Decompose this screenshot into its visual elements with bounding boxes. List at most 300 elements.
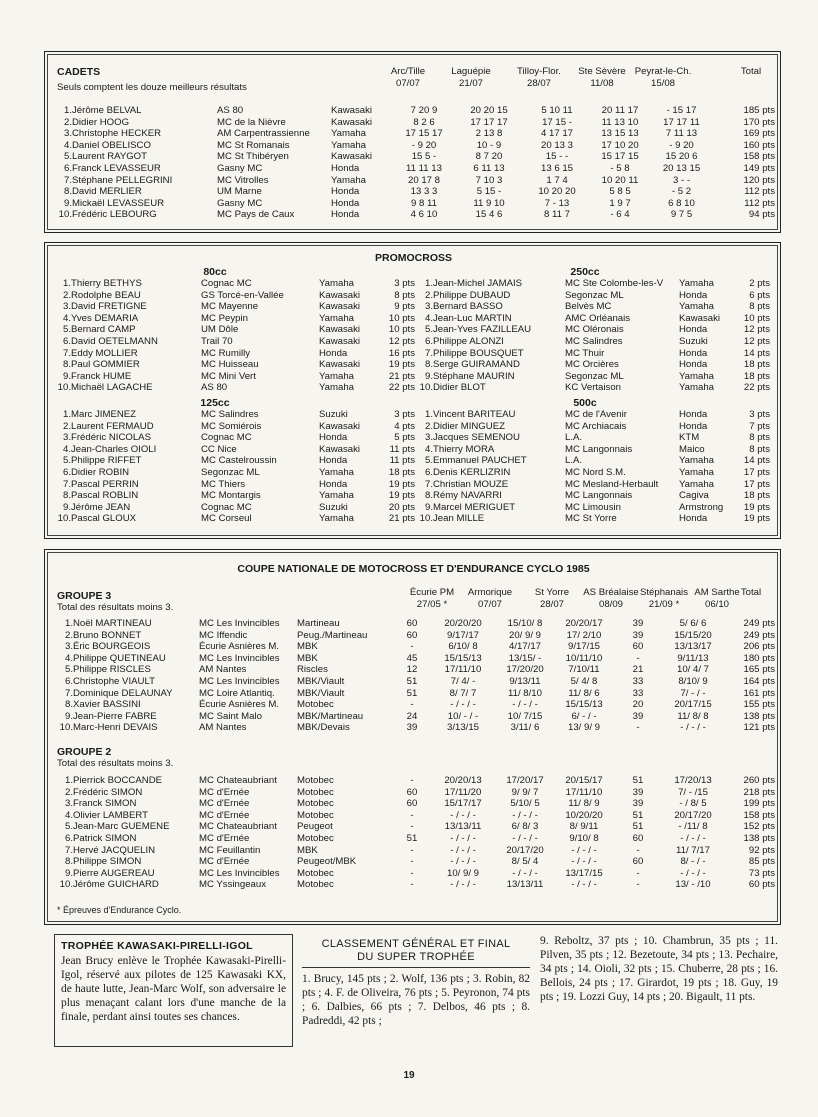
rider-name: Bernard CAMP — [71, 324, 136, 336]
race-result: 39 — [632, 798, 644, 810]
club: MC Langonnais — [565, 443, 633, 455]
rider-name: Bernard BASSO — [433, 301, 503, 313]
race-result: 11/ 8/ 8 — [677, 710, 709, 722]
total: 138 pts — [743, 832, 775, 844]
total: 218 pts — [743, 786, 775, 798]
club: MC Yssingeaux — [199, 879, 267, 891]
rank: 7. — [62, 347, 71, 359]
rank: 6. — [62, 335, 71, 347]
bike: Yamaha — [319, 513, 355, 525]
table-row — [417, 409, 770, 421]
race-result: 17/ 2/10 — [566, 629, 602, 641]
race-result: 17 15 17 — [405, 128, 443, 140]
race-result: 15/10/ 8 — [507, 618, 543, 629]
rank: 8. — [62, 490, 71, 502]
race-result: 17 15 - — [542, 116, 572, 128]
total: 120 pts — [743, 174, 775, 186]
bike: Yamaha — [319, 312, 355, 324]
cadets-total-header: Total — [740, 66, 762, 77]
rider-name: Éric BOURGEOIS — [73, 641, 151, 653]
bike: Yamaha — [679, 370, 715, 382]
classement-title-line1: CLASSEMENT GÉNÉRAL ET FINAL — [321, 938, 511, 950]
rider-name: Franck HUME — [71, 370, 132, 382]
club: AM Nantes — [199, 722, 247, 734]
race-result: 45 — [406, 652, 418, 664]
bike: Honda — [331, 209, 360, 221]
points: 8 pts — [394, 289, 415, 301]
bike: MBK/Viault — [297, 687, 345, 699]
race-result: - / - / - — [680, 722, 706, 734]
race-result: 10/11/10 — [565, 652, 603, 664]
bike: Kawasaki — [319, 420, 361, 432]
race-result: - / - / - — [571, 879, 597, 891]
race-result: - / - / - — [571, 856, 597, 868]
promo-125cc-table — [55, 409, 415, 525]
race-result: 5/ 4/ 8 — [570, 675, 598, 687]
club: CC Nice — [201, 443, 237, 455]
rank: 4. — [62, 443, 71, 455]
rider-name: Michaël LAGACHE — [71, 382, 153, 394]
race-result: 5 15 - — [476, 186, 502, 198]
club: MC Archiacais — [565, 420, 627, 432]
rank: 2. — [64, 629, 73, 641]
club: Écurie Asnières M. — [199, 641, 279, 653]
rider-name: Denis KERLIZRIN — [433, 466, 511, 478]
rank: 7. — [424, 347, 433, 359]
classement-column — [302, 934, 530, 1047]
club: MC Limousin — [565, 501, 621, 513]
bike: Suzuki — [319, 409, 348, 420]
table-row — [55, 348, 415, 360]
rank: 4. — [424, 312, 433, 324]
race-name: Tilloy-Flor. — [517, 66, 561, 77]
groupe2-table — [57, 775, 775, 891]
points: 19 pts — [388, 478, 415, 490]
rank: 3. — [62, 432, 71, 444]
club: MC Loire Atlantiq. — [199, 687, 275, 699]
race-result: 10/20/20 — [565, 809, 603, 821]
table-row — [55, 371, 415, 383]
rank: 5. — [424, 455, 433, 467]
rider-name: Laurent RAYGOT — [72, 151, 148, 163]
points: 6 pts — [749, 289, 770, 301]
club: MC d'Ernée — [199, 856, 250, 868]
club: MC Iffendic — [199, 629, 248, 641]
rank: 8. — [424, 359, 433, 371]
bike: Honda — [679, 359, 708, 371]
race-date: 28/07 — [539, 599, 564, 610]
promocross-section — [44, 242, 781, 539]
race-result: 20/20/13 — [444, 775, 482, 786]
race-result: 8/10/ 9 — [678, 675, 708, 687]
club: L.A. — [565, 455, 583, 467]
race-result: - — [636, 844, 640, 856]
race-name: St Yorre — [534, 587, 570, 598]
rank: 7. — [63, 174, 72, 186]
race-result: - 6 4 — [610, 209, 630, 221]
points: 21 pts — [388, 513, 415, 525]
total: 112 pts — [744, 186, 775, 198]
race-result: 2 13 8 — [475, 128, 503, 140]
total: 164 pts — [743, 675, 775, 687]
table-row — [57, 833, 775, 845]
table-row — [57, 798, 775, 810]
bike: Honda — [679, 324, 708, 336]
bike: Honda — [679, 289, 708, 301]
bike: Kawasaki — [319, 359, 361, 371]
rider-name: Stéphane MAURIN — [433, 370, 515, 382]
race-result: 39 — [632, 786, 644, 798]
points: 12 pts — [388, 335, 415, 347]
race-result: - — [410, 775, 414, 786]
rider-name: Jean-Luc MARTIN — [433, 312, 512, 324]
rider-name: Xavier BASSINI — [73, 699, 141, 711]
total: 199 pts — [743, 798, 775, 810]
coupe-nationale-section — [44, 549, 781, 925]
club: Segonzac ML — [201, 466, 260, 478]
club: MC Ste Colombe-les-V — [565, 278, 664, 289]
rider-name: Frédéric NICOLAS — [71, 432, 151, 444]
rank: 8. — [64, 699, 73, 711]
cat-500cc-label: 500c — [573, 397, 597, 409]
points: 14 pts — [743, 347, 770, 359]
table-row — [417, 313, 770, 325]
race-result: 15 - - — [545, 151, 569, 163]
rider-name: Stéphane PELLEGRINI — [72, 174, 173, 186]
race-result: 17 17 11 — [663, 116, 700, 128]
cadets-subtitle: Seuls comptent les douze meilleurs résultats — [57, 82, 247, 93]
table-row — [57, 641, 775, 653]
race-result: 13 6 15 — [540, 162, 573, 174]
race-result: 10 20 11 — [601, 174, 639, 186]
coupe-total-header: Total — [740, 587, 762, 598]
table-row — [57, 151, 775, 163]
bike: Honda — [679, 347, 708, 359]
race-result: 9 7 5 — [670, 209, 693, 221]
club: MC Oléronais — [565, 324, 624, 336]
points: 17 pts — [743, 478, 770, 490]
bike: Honda — [679, 409, 708, 420]
rider-name: Didier MINGUEZ — [433, 420, 505, 432]
rider-name: Rémy NAVARRI — [433, 490, 502, 502]
race-result: 17/20/17 — [506, 775, 544, 786]
race-result: 5/10/ 5 — [510, 798, 540, 810]
rider-name: Pierrick BOCCANDE — [73, 775, 163, 786]
race-result: 17/11/20 — [444, 786, 482, 798]
bike: Yamaha — [679, 382, 715, 394]
race-result: - — [410, 844, 414, 856]
race-result: 20/17/15 — [674, 699, 712, 711]
race-result: 5 8 5 — [609, 186, 631, 198]
club: MC Mini Vert — [201, 370, 256, 382]
race-result: - / - / - — [680, 832, 706, 844]
table-row — [417, 371, 770, 383]
race-result: 20 20 15 — [470, 105, 508, 116]
bike: Yamaha — [319, 370, 355, 382]
race-result: 15 20 6 — [665, 151, 698, 163]
rider-name: Didier HOOG — [72, 116, 130, 128]
race-result: 21 — [632, 664, 644, 676]
points: 19 pts — [743, 501, 770, 513]
bike: Peugeot — [297, 821, 333, 833]
rank: 10. — [57, 382, 71, 394]
bike: MBK/Martineau — [297, 710, 364, 722]
rider-name: Dominique DELAUNAY — [73, 687, 173, 699]
race-date: 27/05 * — [416, 599, 448, 610]
rider-name: Emmanuel PAUCHET — [433, 455, 527, 467]
rider-name: Olivier LAMBERT — [73, 809, 148, 821]
bike: Peug./Martineau — [297, 629, 368, 641]
race-result: 13/13/11 — [506, 879, 544, 891]
table-row — [57, 845, 775, 857]
race-result: 20 13 3 — [540, 139, 573, 151]
club: Gasny MC — [217, 197, 263, 209]
club: Segonzac ML — [565, 289, 624, 301]
bike: Kawasaki — [319, 301, 361, 313]
table-row — [57, 676, 775, 688]
rider-name: Frédéric SIMON — [73, 786, 143, 798]
rank: 9. — [62, 501, 71, 513]
race-result: 11/ 8/ 9 — [568, 798, 600, 810]
club: GS Torcé-en-Vallée — [201, 289, 284, 301]
rider-name: Philippe RISCLES — [73, 664, 151, 676]
race-date: 07/07 — [395, 78, 420, 89]
points: 7 pts — [749, 420, 770, 432]
race-result: 60 — [632, 856, 644, 868]
race-result: 20/15/17 — [565, 775, 603, 786]
race-result: - / - / - — [680, 867, 706, 879]
rider-name: Marcel MERIGUET — [433, 501, 516, 513]
club: MC Langonnais — [565, 490, 633, 502]
points: 18 pts — [388, 466, 415, 478]
bike: MBK — [297, 641, 318, 653]
rank: 2. — [424, 289, 433, 301]
rider-name: Thierry BETHYS — [71, 278, 142, 289]
club: Segonzac ML — [565, 370, 624, 382]
bike: Kawasaki — [331, 116, 373, 128]
race-result: 39 — [632, 618, 644, 629]
points: 12 pts — [743, 335, 770, 347]
race-result: 9/17/17 — [446, 629, 479, 641]
bike: Honda — [331, 162, 360, 174]
race-result: - — [636, 867, 640, 879]
bike: Kawasaki — [331, 151, 373, 163]
bike: KTM — [679, 432, 700, 444]
race-result: 8/ - / - — [680, 856, 706, 868]
bike: Kawasaki — [319, 289, 361, 301]
rider-name: Pascal PERRIN — [71, 478, 139, 490]
race-result: 11 13 10 — [601, 116, 639, 128]
race-result: 33 — [632, 687, 644, 699]
rank: 1. — [62, 278, 71, 289]
club: MC Chateaubriant — [199, 821, 277, 833]
table-row — [57, 209, 775, 221]
total: 121 pts — [743, 722, 775, 734]
table-row — [417, 324, 770, 336]
race-result: 1 7 4 — [546, 174, 568, 186]
race-result: - / - / - — [450, 844, 476, 856]
rider-name: Eddy MOLLIER — [71, 347, 138, 359]
race-result: - /11/ 8 — [678, 821, 708, 833]
race-name: Peyrat-le-Ch. — [634, 66, 692, 77]
race-result: - / - / - — [450, 832, 476, 844]
rider-name: Vincent BARITEAU — [433, 409, 516, 420]
rank: 9. — [64, 867, 73, 879]
points: 18 pts — [743, 490, 770, 502]
race-result: 8/ 7/ 7 — [449, 687, 477, 699]
cat-80cc-label: 80cc — [203, 266, 227, 278]
club: L.A. — [565, 432, 583, 444]
bike: Honda — [319, 478, 348, 490]
points: 9 pts — [394, 301, 415, 313]
race-result: 9/13/11 — [509, 675, 541, 687]
bike: MBK — [297, 652, 318, 664]
rank: 6. — [64, 832, 73, 844]
table-row — [57, 711, 775, 723]
rider-name: Daniel OBELISCO — [72, 139, 151, 151]
race-result: - — [636, 652, 640, 664]
race-result: 6/ 8/ 3 — [511, 821, 539, 833]
rider-name: Jérôme JEAN — [71, 501, 131, 513]
race-result: - / 8/ 5 — [679, 798, 707, 810]
points: 20 pts — [388, 501, 415, 513]
race-result: 13 3 3 — [410, 186, 438, 198]
table-row — [57, 653, 775, 665]
bike: Motobec — [297, 879, 334, 891]
points: 2 pts — [749, 278, 770, 289]
bike: Yamaha — [331, 139, 367, 151]
table-row — [417, 490, 770, 502]
club: MC Mesland-Herbault — [565, 478, 659, 490]
rider-name: Philippe QUETINEAU — [73, 652, 166, 664]
rank: 2. — [62, 420, 71, 432]
club: MC Les Invincibles — [199, 618, 280, 629]
race-result: 20/20/20 — [444, 618, 482, 629]
total: 169 pts — [743, 128, 775, 140]
total: 152 pts — [743, 821, 775, 833]
rider-name: Christophe VIAULT — [73, 675, 155, 687]
rank: 4. — [64, 809, 73, 821]
race-result: 60 — [406, 798, 418, 810]
rider-name: Serge GUIRAMAND — [433, 359, 520, 371]
club: MC d'Ernée — [199, 786, 250, 798]
club: MC St Thibéryen — [217, 151, 289, 163]
race-result: 51 — [406, 687, 418, 699]
club: AM Carpentrassienne — [217, 128, 310, 140]
points: 16 pts — [388, 347, 415, 359]
club: MC St Yorre — [565, 513, 617, 525]
race-result: 51 — [632, 775, 644, 786]
rank: 4. — [424, 443, 433, 455]
race-result: 13/15/ - — [508, 652, 542, 664]
rider-name: Paul GOMMIER — [71, 359, 140, 371]
race-date: 08/09 — [598, 599, 623, 610]
points: 3 pts — [394, 409, 415, 420]
rider-name: Marc-Henri DEVAIS — [73, 722, 158, 734]
race-result: - / - / - — [571, 844, 597, 856]
race-result: 4 17 17 — [540, 128, 573, 140]
rank: 9. — [63, 197, 72, 209]
bike: Yamaha — [319, 278, 355, 289]
rank: 4. — [62, 312, 71, 324]
bike: Armstrong — [679, 501, 724, 513]
rank: 1. — [62, 409, 71, 420]
race-result: - 9 20 — [669, 139, 694, 151]
rider-name: Mickaël LEVASSEUR — [72, 197, 165, 209]
table-row — [55, 421, 415, 433]
table-row — [57, 117, 775, 129]
rider-name: Marc JIMENEZ — [71, 409, 137, 420]
bike: Suzuki — [679, 335, 708, 347]
rank: 10. — [59, 879, 73, 891]
rider-name: Pascal ROBLIN — [71, 490, 139, 502]
table-row — [417, 290, 770, 302]
race-result: 9/17/15 — [567, 641, 600, 653]
classement-text-col2: 9. Reboltz, 37 pts ; 10. Chambrun, 35 pts ; 11. Pilven, 35 pts ; 12. Bezetoute, 34 pts ; 13. Pechaire, 34 pts ; 14. Oioli, 32 pts ; 15. Chuberre, 28 pts ; 16. Bellois, 24 pts ; 17. Girardot, 19 pts ; 18. Guy, 19 pts ; 19. Lozzi Guy, 14 pts ; 20. Bigault, 11 pts. — [540, 935, 778, 1003]
club: Écurie Asnières M. — [199, 699, 279, 711]
rank: 8. — [62, 359, 71, 371]
rank: 1. — [63, 105, 72, 116]
table-row — [55, 382, 415, 394]
race-result: 3/13/15 — [446, 722, 479, 734]
table-row — [55, 313, 415, 325]
table-row — [417, 278, 770, 290]
race-result: 7 - 13 — [544, 197, 570, 209]
total: 158 pts — [743, 809, 775, 821]
race-result: 6/ - / - — [571, 710, 597, 722]
rank: 10. — [419, 382, 433, 394]
table-row — [417, 421, 770, 433]
race-result: 7/ - /15 — [678, 786, 708, 798]
bike: Motobec — [297, 867, 334, 879]
club: MC Pays de Caux — [217, 209, 295, 221]
total: 249 pts — [743, 629, 775, 641]
total: 92 pts — [748, 844, 775, 856]
rider-name: Philippe BOUSQUET — [433, 347, 524, 359]
race-result: 13/13/17 — [674, 641, 712, 653]
total: 94 pts — [748, 209, 775, 221]
table-row — [417, 467, 770, 479]
total: 260 pts — [743, 775, 775, 786]
club: AS 80 — [201, 382, 228, 394]
total: 73 pts — [748, 867, 775, 879]
bike: Motobec — [297, 798, 334, 810]
table-row — [57, 186, 775, 198]
classement-title-line2: DU SUPER TROPHÉE — [357, 951, 475, 963]
race-result: - — [636, 879, 640, 891]
rank: 8. — [424, 490, 433, 502]
race-result: 7 10 3 — [475, 174, 503, 186]
club: MC Somiérois — [201, 420, 262, 432]
race-result: 39 — [406, 722, 418, 734]
table-row — [55, 324, 415, 336]
rank: 10. — [59, 722, 73, 734]
rider-name: Franck SIMON — [73, 798, 137, 810]
club: MC Orcières — [565, 359, 619, 371]
race-name: Écurie PM — [409, 587, 455, 598]
race-result: - 5 2 — [671, 186, 692, 198]
table-row — [417, 502, 770, 514]
race-result: 9/10/ 8 — [569, 832, 599, 844]
points: 22 pts — [743, 382, 770, 394]
bike: Yamaha — [679, 478, 715, 490]
race-result: 39 — [632, 710, 644, 722]
total: 155 pts — [743, 699, 775, 711]
club: MC Salindres — [201, 409, 259, 420]
race-result: 7/ 4/ - — [450, 675, 476, 687]
table-row — [57, 821, 775, 833]
groupe3-subtitle: Total des résultats moins 3. — [57, 602, 174, 613]
